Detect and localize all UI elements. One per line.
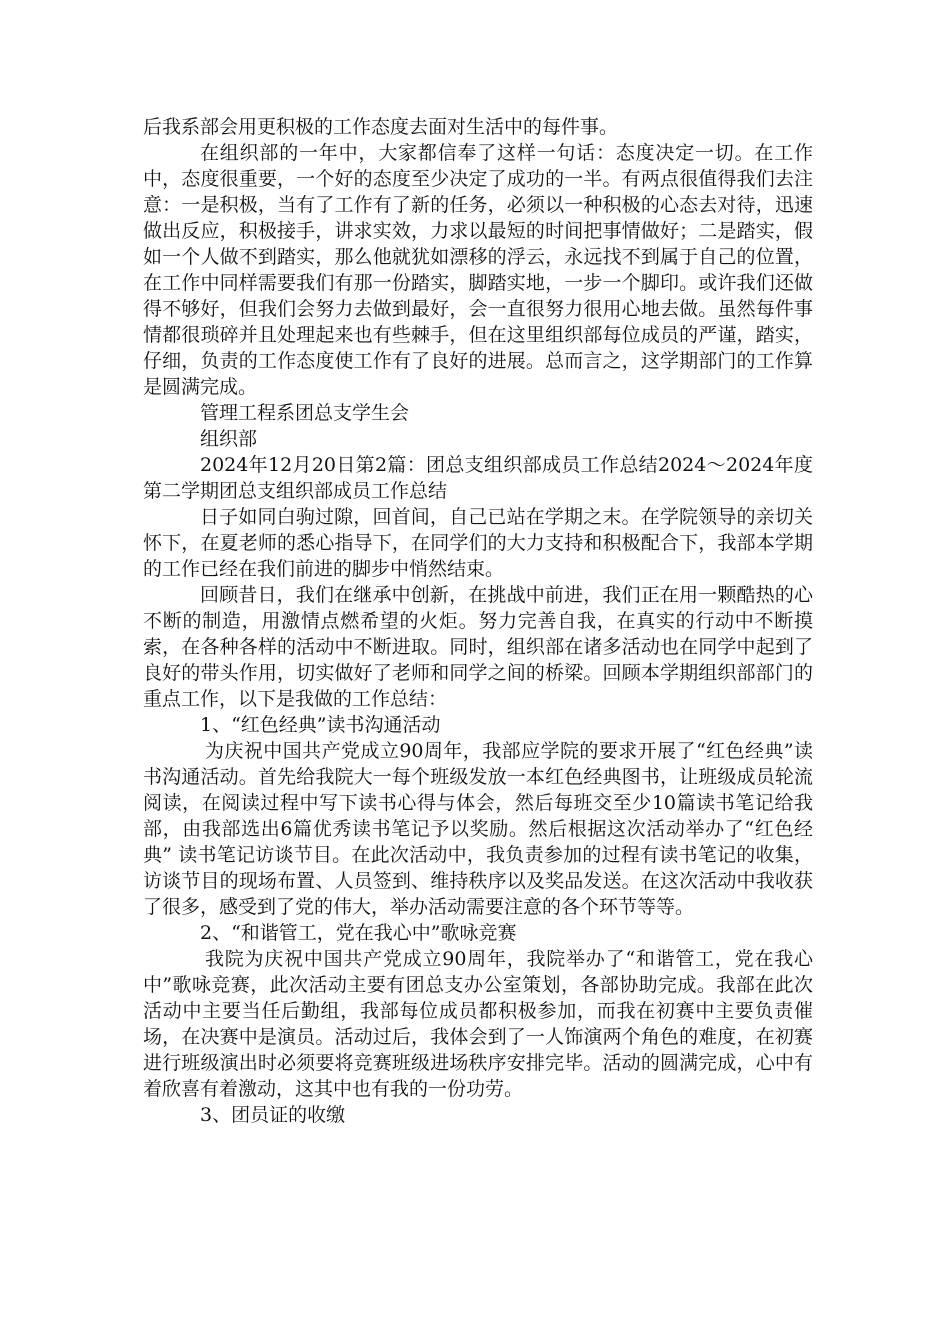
section-heading-1: 1、“红色经典”读书沟通活动 (200, 714, 441, 736)
paragraph-section-2: 我院为庆祝中国共产党成立90周年，我院举办了“和谐管工，党在我心中”歌咏竞赛，此次活动主要有团总支办公室策划，各部协助完成。我部在此次活动中主要当任后勤组，我部每位成员都积极参加，而我在初赛中主要负责催场，在决赛中是演员。活动过后，我体会到了一人饰演两个角色的难度，在初赛进行班级演出时必须要将竞赛班级进场秩序安排完毕。活动的圆满完成，心中有着欣喜有着激动，这其中也有我的一份功劳。 (143, 948, 813, 1100)
paragraph-section-1: 为庆祝中国共产党成立90周年，我部应学院的要求开展了“红色经典”读书沟通活动。首先给我院大一每个班级发放一本红色经典图书，让班级成员轮流阅读，在阅读过程中写下读书心得与体会，然后每班交至少10篇读书笔记给我部，由我部选出6篇优秀读书笔记予以奖励。然后根据这次活动举办了“红色经典” 读书笔记访谈节目。在此次活动中，我负责参加的过程有读书笔记的收集，访谈节目的现场布置、人员签到、维持秩序以及奖品发送。在这次活动中我收获了很多，感受到了党的伟大，举办活动需要注意的各个环节等等。 (143, 740, 813, 918)
section-heading-3: 3、团员证的收缴 (200, 1104, 346, 1126)
paragraph-continuation: 后我系部会用更积极的工作态度去面对生活中的每件事。 (143, 116, 619, 138)
date-and-article-title: 2024年12月20日第2篇：团总支组织部成员工作总结2024～2024年度第二学期团总支组织部成员工作总结 (143, 454, 813, 502)
document-page (143, 114, 813, 1128)
paragraph-intro: 日子如同白驹过隙，回首间，自己已站在学期之末。在学院领导的亲切关怀下，在夏老师的悉心指导下，在同学们的大力支持和积极配合下，我部本学期的工作已经在我们前进的脚步中悄然结束。 (143, 506, 813, 580)
paragraph-review: 回顾昔日，我们在继承中创新，在挑战中前进，我们正在用一颗酷热的心不断的制造，用激情点燃希望的火炬。努力完善自我，在真实的行动中不断摸索，在各种各样的活动中不断进取。同时，组织部在诸多活动也在同学中起到了良好的带头作用，切实做好了老师和同学之间的桥梁。回顾本学期组织部部门的重点工作，以下是我做的工作总结： (143, 584, 813, 710)
section-heading-2: 2、“和谐管工，党在我心中”歌咏竞赛 (200, 922, 517, 944)
signature-organization: 管理工程系团总支学生会 (200, 402, 410, 424)
paragraph-attitude: 在组织部的一年中，大家都信奉了这样一句话：态度决定一切。在工作中，态度很重要，一个好的态度至少决定了成功的一半。有两点很值得我们去注意：一是积极，当有了工作有了新的任务，必须以一种积极的心态去对待，迅速做出反应，积极接手，讲求实效，力求以最短的时间把事情做好；二是踏实，假如一个人做不到踏实，那么他就犹如漂移的浮云，永远找不到属于自己的位置，在工作中同样需要我们有那一份踏实，脚踏实地，一步一个脚印。或许我们还做得不够好，但我们会努力去做到最好，会一直很努力很用心地去做。虽然每件事情都很琐碎并且处理起来也有些棘手，但在这里组织部每位成员的严谨，踏实，仔细，负责的工作态度使工作有了良好的进展。总而言之，这学期部门的工作算是圆满完成。 (143, 142, 813, 398)
signature-department: 组织部 (200, 428, 258, 450)
